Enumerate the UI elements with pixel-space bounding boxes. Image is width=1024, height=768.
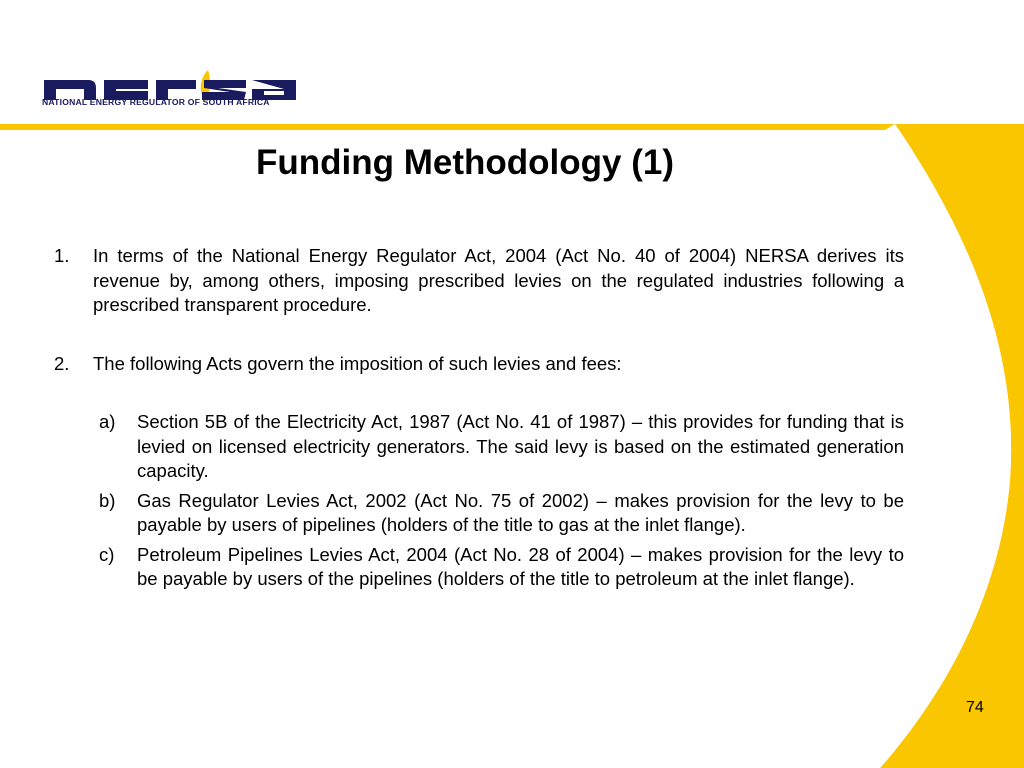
sub-item-b xyxy=(99,489,904,538)
header-stripe xyxy=(0,124,1024,130)
sub-item-text: Gas Regulator Levies Act, 2002 (Act No. 75 of 2002) – makes provision for the levy to be payable by users of pipelines (holders of the title to gas at the inlet flange). xyxy=(137,489,904,535)
sub-item-letter: b) xyxy=(99,489,116,511)
item-number: 1. xyxy=(54,245,70,266)
sub-item-c xyxy=(99,543,904,592)
item-text: In terms of the National Energy Regulator Act, 2004 (Act No. 40 of 2004) NERSA derives its revenue by, among others, imposing prescribed levies on the regulated industries following a prescribed transparent procedure. xyxy=(93,245,904,315)
numbered-item-2 xyxy=(54,352,904,377)
nersa-logo xyxy=(40,18,305,110)
slide-title: Funding Methodology (1) xyxy=(256,143,674,182)
sub-item-letter: a) xyxy=(99,411,116,432)
slide-body xyxy=(54,244,904,597)
item-number: 2. xyxy=(54,352,70,374)
item-text: The following Acts govern the imposition of such levies and fees: xyxy=(93,352,622,374)
logo-subtitle: NATIONAL ENERGY REGULATOR OF SOUTH AFRICA xyxy=(42,97,270,107)
sub-item-text: Petroleum Pipelines Levies Act, 2004 (Act No. 28 of 2004) – makes provision for the levy to be payable by users of the pipelines (holders of the title to petroleum at the inlet flange). xyxy=(137,543,904,589)
sub-item-a xyxy=(99,410,904,484)
sub-item-letter: c) xyxy=(99,543,115,565)
page-number: 74 xyxy=(966,699,984,716)
numbered-item-1 xyxy=(54,244,904,318)
sub-item-text: Section 5B of the Electricity Act, 1987 (Act No. 41 of 1987) – this provides for funding that is levied on licensed electricity generators. The said levy is based on the estimated generation capacity. xyxy=(137,411,904,481)
